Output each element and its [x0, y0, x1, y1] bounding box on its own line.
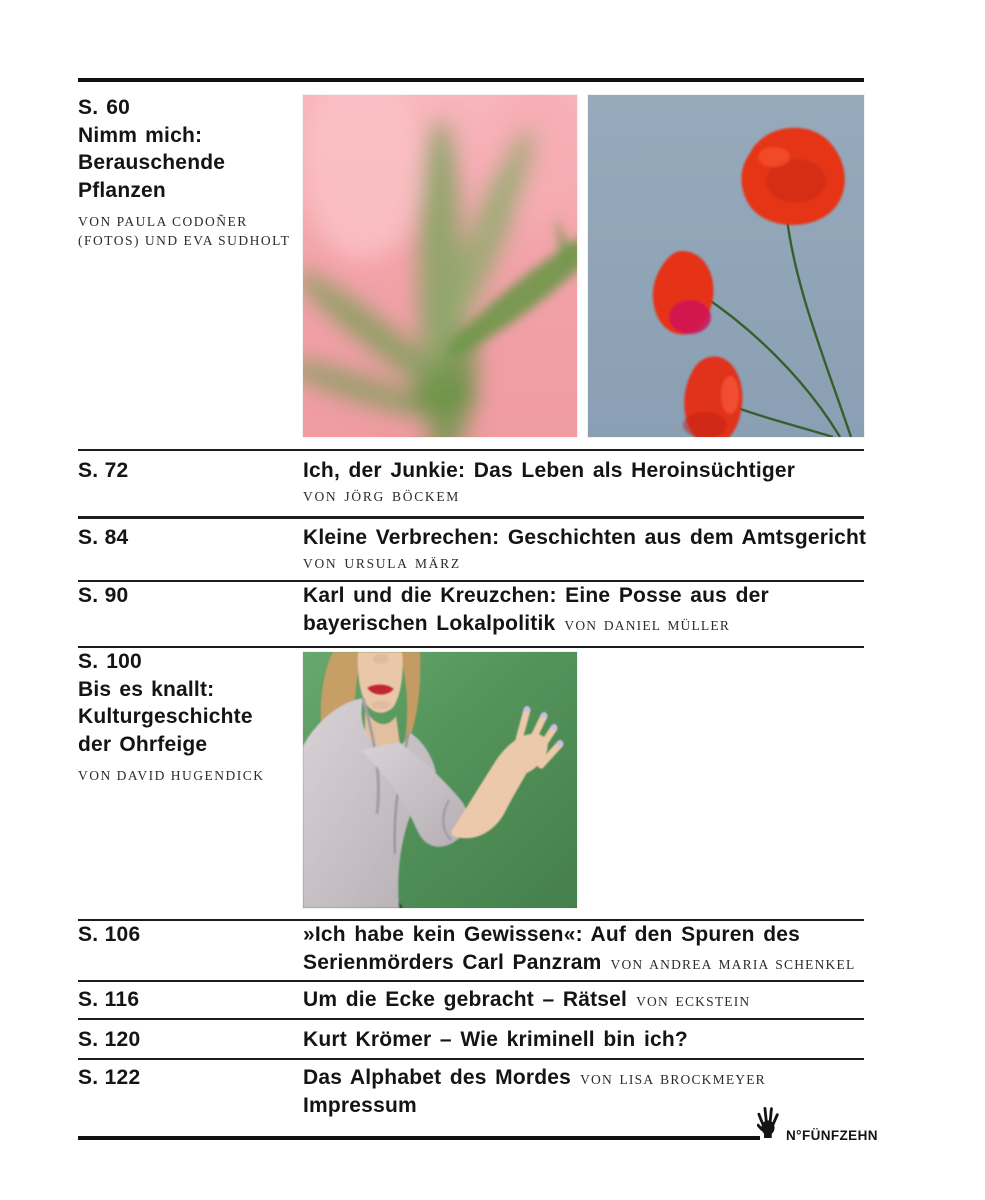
- divider-rule: [78, 1018, 864, 1020]
- entry-author: VON LISA BROCKMEYER: [580, 1072, 766, 1087]
- page-number: S. 120: [78, 1028, 141, 1051]
- entry-title: Das Alphabet des Mordes: [303, 1066, 572, 1089]
- entry-title-line2: Serienmörders Carl Panzram: [303, 951, 602, 974]
- entry-author: VON JÖRG BÖCKEM: [303, 489, 461, 504]
- entry-title-line1: »Ich habe kein Gewissen«: Auf den Spuren des: [303, 923, 800, 946]
- entry-title: Kleine Verbrechen: Geschichten aus dem Amtsgericht: [303, 526, 867, 549]
- feature-title-lines: Nimm mich: Berauschende Pflanzen: [78, 123, 226, 202]
- hand-icon: [757, 1106, 780, 1143]
- entry-author: VON ANDREA MARIA SCHENKEL: [610, 957, 856, 972]
- toc-row-s84: [303, 524, 866, 573]
- page-number: S. 106: [78, 923, 141, 946]
- feature-author: VON DAVID HUGENDICK: [78, 768, 265, 783]
- entry-title: Um die Ecke gebracht – Rätsel: [303, 988, 628, 1011]
- entry-title: Ich, der Junkie: Das Leben als Heroinsüchtiger: [303, 459, 796, 482]
- toc-row-s72: [303, 457, 795, 506]
- bottom-rule: [78, 1136, 760, 1140]
- toc-row-s100: [78, 648, 298, 785]
- entry-title: Kurt Krömer – Wie kriminell bin ich?: [303, 1028, 688, 1051]
- toc-row-s120: [303, 1026, 688, 1054]
- entry-title-line2: bayerischen Lokalpolitik: [303, 612, 556, 635]
- divider-rule: [78, 1058, 864, 1060]
- entry-author: VON ECKSTEIN: [636, 994, 751, 1009]
- top-rule: [78, 78, 864, 82]
- page-number: S. 60: [78, 96, 131, 119]
- entry-title-2: Impressum: [303, 1094, 417, 1117]
- hemp-leaf-photo: [303, 95, 577, 437]
- toc-row-s90: [303, 582, 769, 638]
- divider-rule: [78, 980, 864, 982]
- toc-row-s116: [303, 986, 750, 1014]
- entry-title-line1: Karl und die Kreuzchen: Eine Posse aus der: [303, 584, 769, 607]
- feature-authors: VON PAULA CODOÑER (FOTOS) UND EVA SUDHOLT: [78, 214, 291, 248]
- toc-row-s122: [303, 1064, 766, 1120]
- toc-row-s60: [78, 94, 298, 250]
- entry-author: VON DANIEL MÜLLER: [564, 618, 731, 633]
- page-number: S. 84: [78, 526, 129, 549]
- page-number: S. 72: [78, 459, 129, 482]
- page-number: S. 122: [78, 1066, 141, 1089]
- entry-author: VON URSULA MÄRZ: [303, 556, 461, 571]
- feature-title-lines: Bis es knallt: Kulturgeschichte der Ohrfeige: [78, 677, 253, 756]
- brand-logo: [757, 1103, 878, 1143]
- page-number: S. 90: [78, 584, 129, 607]
- brand-name: N°FÜNFZEHN: [786, 1128, 878, 1143]
- page-number: S. 116: [78, 988, 140, 1011]
- divider-rule: [78, 449, 864, 451]
- slap-photo: [303, 652, 577, 908]
- poppies-photo: [588, 95, 864, 437]
- toc-row-s106: [303, 921, 855, 977]
- divider-rule-strong: [78, 516, 864, 519]
- page-number: S. 100: [78, 650, 142, 673]
